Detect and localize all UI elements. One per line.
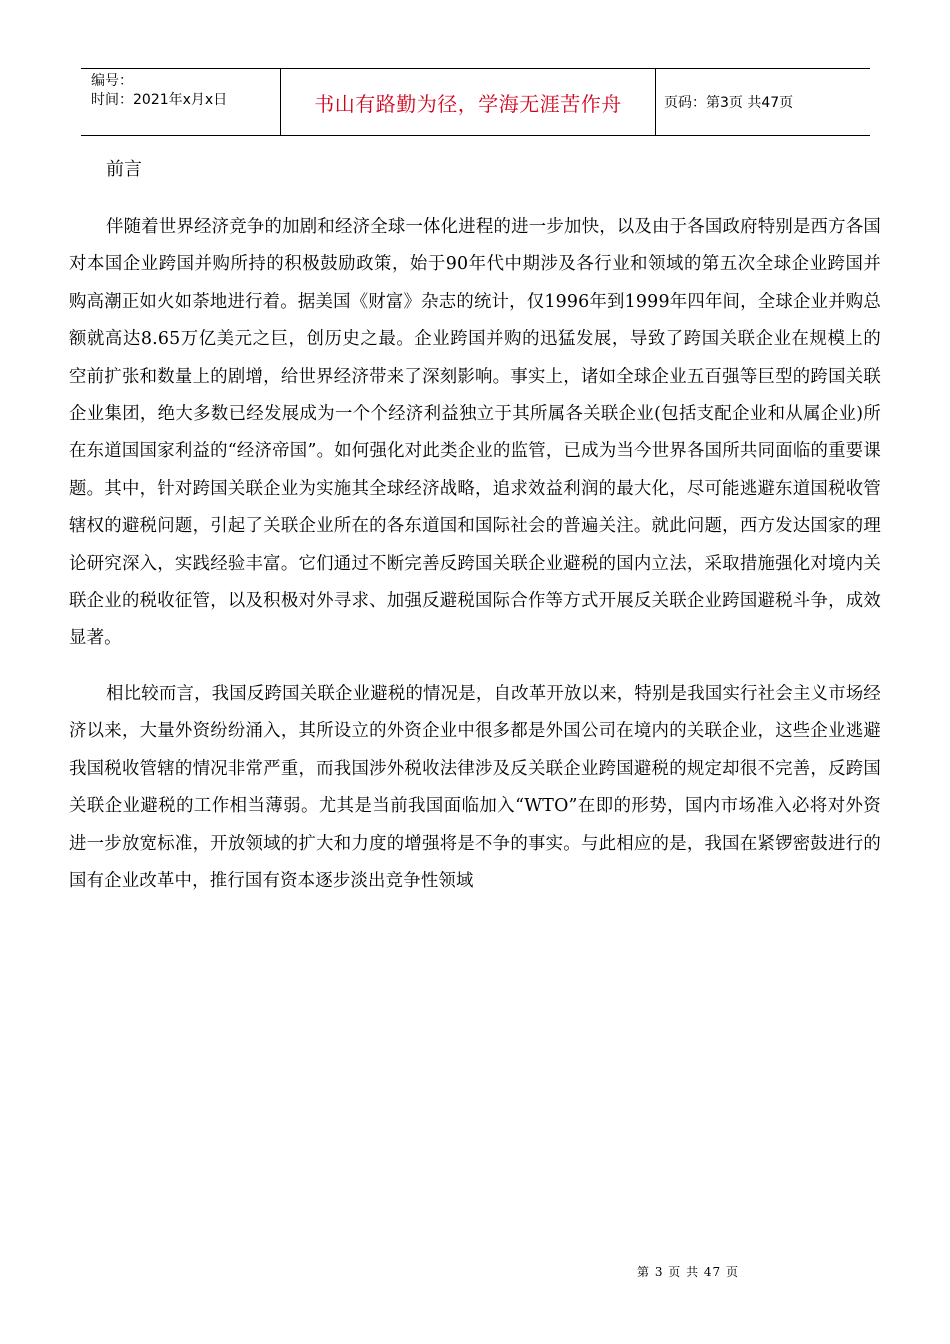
document-body [69, 151, 881, 918]
document-date-label: 时间：2021年x月x日 [91, 92, 228, 108]
document-number-label: 编号： [91, 73, 133, 89]
section-heading: 前言 [106, 159, 142, 180]
header-meta-cell [81, 69, 281, 135]
paragraph: 相比较而言，我国反跨国关联企业避税的情况是，自改革开放以来，特别是我国实行社会主义市场经济以来，大量外资纷纷涌入，其所设立的外资企业中很多都是外国公司在境内的关联企业，这些企业逃避我国税收管辖的情况非常严重，而我国涉外税收法律涉及反关联企业跨国避税的规定却很不完善，反跨国关联企业避税的工作相当薄弱。尤其是当前我国面临加入“WTO”在即的形势，国内市场准入必将对外资进一步放宽标准，开放领域的扩大和力度的增强将是不争的事实。与此相应的是，我国在紧锣密鼓进行的国有企业改革中，推行国有资本逐步淡出竞争性领域 [69, 683, 881, 891]
header-motto: 书山有路勤为径，学海无涯苦作舟 [281, 69, 656, 135]
paragraph: 伴随着世界经济竞争的加剧和经济全球一体化进程的进一步加快，以及由于各国政府特别是西方各国对本国企业跨国并购所持的积极鼓励政策，始于90年代中期涉及各行业和领域的第五次全球企业跨国并购高潮正如火如荼地进行着。据美国《财富》杂志的统计，仅1996年到1999年四年间，全球企业并购总额就高达8.65万亿美元之巨，创历史之最。企业跨国并购的迅猛发展，导致了跨国关联企业在规模上的空前扩张和数量上的剧增，给世界经济带来了深刻影响。事实上，诸如全球企业五百强等巨型的跨国关联企业集团，绝大多数已经发展成为一个个经济利益独立于其所属各关联企业(包括支配企业和从属企业)所在东道国国家利益的“经济帝国”。如何强化对此类企业的监管，已成为当今世界各国所共同面临的重要课题。其中，针对跨国关联企业为实施其全球经济战略，追求效益利润的最大化，尽可能逃避东道国税收管辖权的避税问题，引起了关联企业所在的各东道国和国际社会的普遍关注。就此问题，西方发达国家的理论研究深入，实践经验丰富。它们通过不断完善反跨国关联企业避税的国内立法，采取措施强化对境内关联企业的税收征管，以及积极对外寻求、加强反避税国际合作等方式开展反关联企业跨国避税斗争，成效显著。 [69, 217, 881, 649]
header-page-code: 页码：第3页 共47页 [664, 95, 794, 111]
page-footer: 第 3 页 共 47 页 [637, 1265, 739, 1279]
page-header [81, 68, 870, 136]
